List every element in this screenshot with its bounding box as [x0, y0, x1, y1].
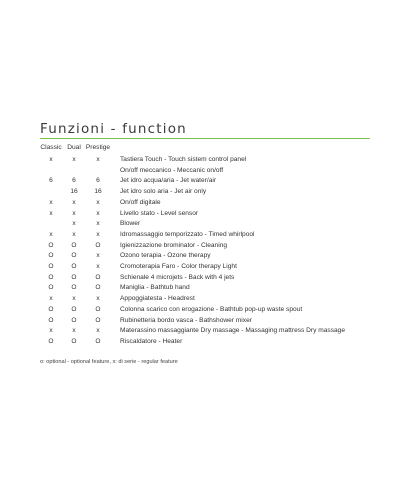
- table-row: [0, 242, 410, 253]
- cell-prestige: x: [96, 327, 100, 335]
- cell-dual: O: [71, 241, 77, 249]
- page-title: Funzioni - function: [40, 121, 187, 137]
- cell-classic: 6: [49, 177, 53, 185]
- table-row: [0, 199, 410, 210]
- cell-prestige: x: [96, 252, 100, 260]
- table-row: [0, 327, 410, 338]
- cell-dual: x: [72, 209, 76, 217]
- table-row: [0, 317, 410, 328]
- header-classic: Classic: [40, 144, 62, 151]
- cell-classic: x: [49, 198, 53, 206]
- feature-description: Schienale 4 microjets - Back with 4 jets: [120, 273, 235, 281]
- cell-classic: O: [48, 316, 54, 324]
- cell-prestige: O: [95, 273, 101, 281]
- feature-description: On/off meccanico - Meccanic on/off: [120, 166, 224, 174]
- cell-prestige: x: [96, 295, 100, 303]
- feature-description: Riscaldatore - Heater: [120, 337, 183, 345]
- legend-note: o: optional - optional feature, x: di serie - regular feature: [40, 359, 178, 365]
- cell-dual: O: [71, 252, 77, 260]
- cell-prestige: x: [96, 156, 100, 163]
- feature-description: Idromassaggio temporizzato - Timed whirlpool: [120, 230, 255, 238]
- table-row: [0, 295, 410, 306]
- cell-classic: O: [48, 273, 54, 281]
- feature-description: Jet idro solo aria - Jet air only: [120, 188, 207, 196]
- table-row: [0, 338, 410, 349]
- title-divider: [40, 138, 370, 139]
- table-row: [0, 263, 410, 274]
- cell-classic: O: [48, 252, 54, 260]
- cell-dual: x: [72, 156, 76, 163]
- cell-classic: x: [49, 156, 53, 163]
- cell-dual: x: [72, 327, 76, 335]
- cell-dual: 6: [72, 177, 76, 185]
- cell-dual: x: [72, 230, 76, 238]
- feature-description: Maniglia - Bathtub hand: [120, 284, 190, 292]
- cell-classic: O: [48, 263, 54, 270]
- cell-dual: x: [72, 295, 76, 303]
- cell-prestige: 6: [96, 177, 100, 185]
- table-row: [0, 188, 410, 199]
- feature-description: Colonna scarico con erogazione - Bathtub pop-up waste spout: [120, 305, 303, 313]
- header-dual: Dual: [67, 144, 81, 151]
- cell-prestige: 16: [94, 188, 102, 196]
- cell-classic: O: [48, 284, 54, 292]
- feature-description: Blower: [120, 220, 141, 228]
- cell-prestige: x: [96, 220, 100, 228]
- feature-description: On/off digitale: [120, 198, 161, 206]
- cell-prestige: O: [95, 241, 101, 249]
- cell-classic: x: [49, 327, 53, 335]
- feature-description: Cromoterapia Faro - Color therapy Light: [120, 263, 237, 270]
- cell-classic: O: [48, 241, 54, 249]
- feature-description: Ozono terapia - Ozone therapy: [120, 252, 211, 260]
- cell-dual: O: [71, 263, 77, 270]
- column-headers: [0, 144, 410, 154]
- table-row: [0, 231, 410, 242]
- feature-description: Igienizzazione brominator - Cleaning: [120, 241, 228, 249]
- cell-classic: x: [49, 295, 53, 303]
- cell-dual: O: [71, 337, 77, 345]
- cell-classic: O: [48, 305, 54, 313]
- table-row: [0, 177, 410, 188]
- cell-prestige: O: [95, 337, 101, 345]
- feature-description: Tastiera Touch - Touch sistem control panel: [120, 156, 247, 163]
- cell-prestige: O: [95, 316, 101, 324]
- cell-classic: x: [49, 230, 53, 238]
- feature-description: Rubinetteria bordo vasca - Bathshower mixer: [120, 316, 252, 324]
- table-row: [0, 306, 410, 317]
- feature-description: Livello stato - Level sensor: [120, 209, 199, 217]
- table-row: [0, 252, 410, 263]
- header-prestige: Prestige: [85, 144, 111, 151]
- table-row: [0, 220, 410, 231]
- cell-dual: O: [71, 305, 77, 313]
- cell-prestige: x: [96, 263, 100, 270]
- cell-dual: O: [71, 316, 77, 324]
- cell-dual: x: [72, 198, 76, 206]
- feature-description: Materassino massaggiante Dry massage - Massaging mattress Dry massage: [120, 327, 346, 335]
- feature-description: Appoggiatesta - Headrest: [120, 295, 195, 303]
- table-row: [0, 274, 410, 285]
- cell-prestige: x: [96, 209, 100, 217]
- table-row: [0, 284, 410, 295]
- cell-classic: x: [49, 209, 53, 217]
- table-row: [0, 156, 410, 167]
- table-row: [0, 210, 410, 221]
- cell-dual: 16: [70, 188, 78, 196]
- cell-prestige: O: [95, 284, 101, 292]
- cell-classic: O: [48, 337, 54, 345]
- cell-dual: O: [71, 284, 77, 292]
- table-row: [0, 167, 410, 178]
- cell-prestige: x: [96, 230, 100, 238]
- cell-dual: x: [72, 220, 76, 228]
- cell-prestige: x: [96, 198, 100, 206]
- cell-dual: O: [71, 273, 77, 281]
- cell-prestige: O: [95, 305, 101, 313]
- feature-description: Jet idro acqua/aria - Jet water/air: [120, 177, 217, 185]
